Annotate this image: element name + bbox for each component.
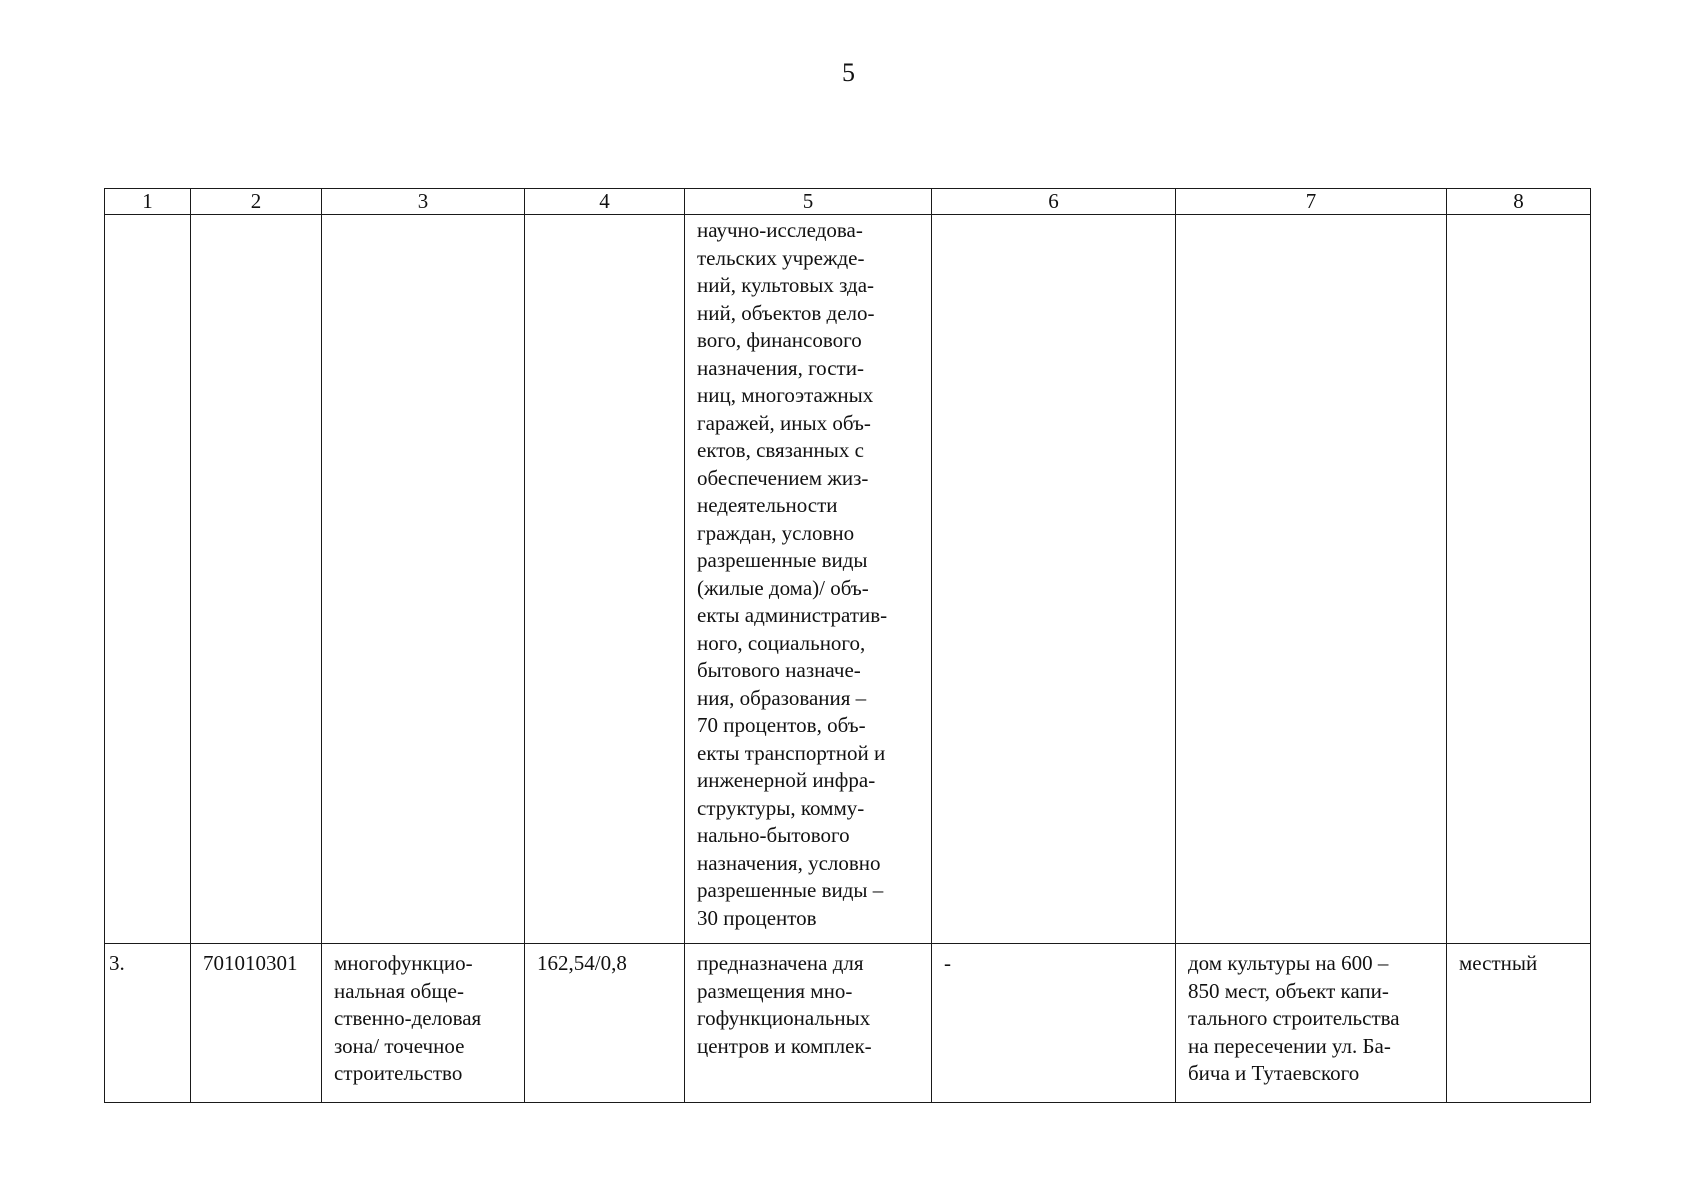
page-number: 5 — [842, 58, 855, 87]
column-header-7: 7 — [1176, 189, 1447, 215]
cell-col6: - — [932, 944, 1176, 1103]
cell-row-number: 3. — [105, 944, 191, 1103]
column-header-2: 2 — [191, 189, 322, 215]
column-header-8: 8 — [1447, 189, 1591, 215]
column-header-4: 4 — [525, 189, 685, 215]
table-row-continuation — [105, 215, 1591, 944]
document-table — [104, 188, 1591, 1103]
cell-empty — [525, 215, 685, 944]
table-row — [105, 944, 1591, 1103]
cell-planned-objects: дом культуры на 600 – 850 мест, объект капи- тального строительства на пересечении ул. Ба- бича и Тутаевского — [1176, 944, 1447, 1103]
column-header-3: 3 — [322, 189, 525, 215]
cell-zone-code: 701010301 — [191, 944, 322, 1103]
cell-empty — [1447, 215, 1591, 944]
column-header-6: 6 — [932, 189, 1176, 215]
cell-empty — [105, 215, 191, 944]
cell-purpose: предназначена для размещения мно- гофункциональных центров и комплек- — [685, 944, 932, 1103]
cell-zone-name: многофункцио- нальная обще- ственно-деловая зона/ точечное строительство — [322, 944, 525, 1103]
cell-purpose-continued: научно-исследова- тельских учрежде- ний, культовых зда- ний, объектов дело- вого, финансового назначения, гости- ниц, многоэтажных гаражей, иных объ- ектов, связанных с обеспечением жиз- недеятельности граждан, условно разрешенные виды (жилые дома)/ объ- екты административ- ного, социального, бытового назначе- ния, образования – 70 процентов, объ- екты транспортной и инженерной инфра- структуры, комму- нально-бытового назначения, условно разрешенные виды – 30 процентов — [685, 215, 932, 944]
cell-empty — [322, 215, 525, 944]
cell-empty — [932, 215, 1176, 944]
cell-empty — [1176, 215, 1447, 944]
column-number-header-row — [105, 189, 1591, 215]
cell-empty — [191, 215, 322, 944]
cell-area: 162,54/0,8 — [525, 944, 685, 1103]
column-header-1: 1 — [105, 189, 191, 215]
column-header-5: 5 — [685, 189, 932, 215]
cell-significance: местный — [1447, 944, 1591, 1103]
